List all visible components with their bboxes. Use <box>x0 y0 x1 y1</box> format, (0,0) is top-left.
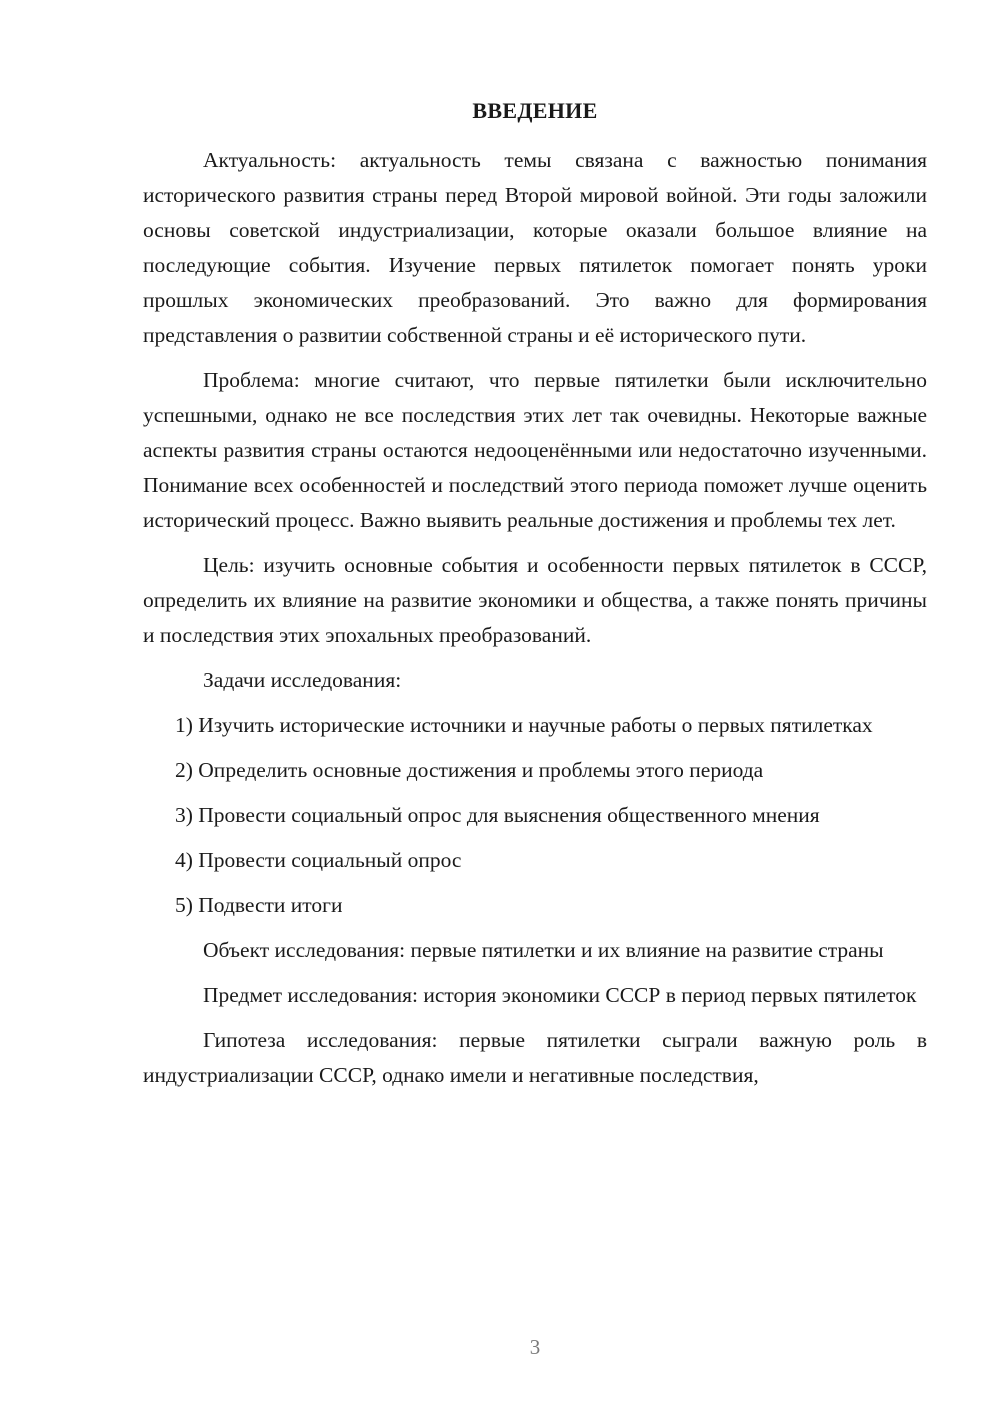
paragraph-hypothesis: Гипотеза исследования: первые пятилетки сыграли важную роль в индустриализации СССР, однако имели и негативные последствия, <box>143 1028 927 1087</box>
task-item-5: 5) Подвести итоги <box>175 893 343 917</box>
paragraph-goal: Цель: изучить основные события и особенности первых пятилеток в СССР, определить их влияние на развитие экономики и общества, а также понять причины и последствия этих эпохальных преобразований. <box>143 553 927 647</box>
paragraph-problem: Проблема: многие считают, что первые пятилетки были исключительно успешными, однако не все последствия этих лет так очевидны. Некоторые важные аспекты развития страны остаются недооценёнными или недостаточно изученными. Понимание всех особенностей и последствий этого периода поможет лучше оценить исторический процесс. Важно выявить реальные достижения и проблемы тех лет. <box>143 368 927 532</box>
task-item-2: 2) Определить основные достижения и проблемы этого периода <box>175 758 764 782</box>
page-number: 3 <box>529 1335 541 1359</box>
task-item-4: 4) Провести социальный опрос <box>175 848 462 872</box>
task-item-3: 3) Провести социальный опрос для выяснения общественного мнения <box>175 803 820 827</box>
paragraph-relevance: Актуальность: актуальность темы связана с важностью понимания исторического развития страны перед Второй мировой войной. Эти годы заложили основы советской индустриализации, которые оказали большое влияние на последующие события. Изучение первых пятилеток помогает понять уроки прошлых экономических преобразований. Это важно для формирования представления о развитии собственной страны и её исторического пути. <box>143 148 927 347</box>
paragraph-object: Объект исследования: первые пятилетки и их влияние на развитие страны <box>203 938 884 962</box>
paragraph-tasks-heading: Задачи исследования: <box>203 668 402 692</box>
paragraph-subject: Предмет исследования: история экономики СССР в период первых пятилеток <box>203 983 917 1007</box>
section-title: ВВЕДЕНИЕ <box>472 98 598 123</box>
task-item-1: 1) Изучить исторические источники и научные работы о первых пятилетках <box>175 713 873 737</box>
document-body <box>143 143 927 1103</box>
